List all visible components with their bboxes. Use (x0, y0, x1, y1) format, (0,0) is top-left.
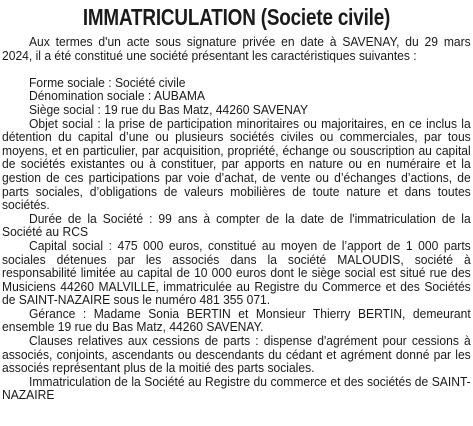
denomination-sociale: Dénomination sociale : AUBAMA (28, 88, 206, 104)
siege-social: Siège social : 19 rue du Bas Matz, 44260 SAVENAY (28, 101, 309, 117)
objet-social: Objet social : la prise de participation minoritaires ou majoritaires, en ce inclus la détention du capital d’une ou plusieurs sociétés civiles ou commerciales, par tous moyens, et en particulier, par acquisition, propriété, échange ou souscription au capital de sociétés existantes ou à constituer, par apports en nature ou en numéraire et la gestion de ces participations par voie d’achat, de vente ou d’échanges d’actions, de parts sociales, d’obligations de valeurs mobilières de toute nature et dans toutes sociétés. (2, 115, 471, 213)
capital-social: Capital social : 475 000 euros, constitué au moyen de l’apport de 1 000 parts sociales détenues par les associés dans la société MALOUDIS, société à responsabilité limitée au capital de 10 000 euros dont le siège social est situé rue des Musiciens 44260 MALVILLE, immatriculée au Registre du Commerce et des Sociétés de SAINT-NAZAIRE sous le numéro 481 355 071. (2, 237, 471, 308)
blank-line (2, 62, 471, 76)
forme-sociale: Forme sociale : Société civile (28, 74, 186, 90)
legal-notice (2, 4, 471, 402)
intro-paragraph: Aux termes d'un acte sous signature privée en date à SAVENAY, du 29 mars 2024, il a été constitué une société présentant les caractéristiques suivantes : (2, 34, 471, 63)
clauses-cessions: Clauses relatives aux cessions de parts : dispense d'agrément pour cessions à associés, conjoints, ascendants ou descendants du cédant et agrément donné par les associés représentant plus de la moitié des parts sociales. (2, 333, 471, 376)
gerance: Gérance : Madame Sonia BERTIN et Monsieur Thierry BERTIN, demeurant ensemble 19 rue du Bas Matz, 44260 SAVENAY. (2, 305, 471, 335)
duree-societe: Durée de la Société : 99 ans à compter de la date de l'immatriculation de la Société au RCS (2, 210, 471, 240)
immatriculation-rcs: Immatriculation de la Société au Registre du commerce et des sociétés de SAINT-NAZAIRE (2, 373, 471, 403)
notice-body (2, 35, 471, 402)
notice-title: IMMATRICULATION (Societe civile) (82, 4, 391, 30)
